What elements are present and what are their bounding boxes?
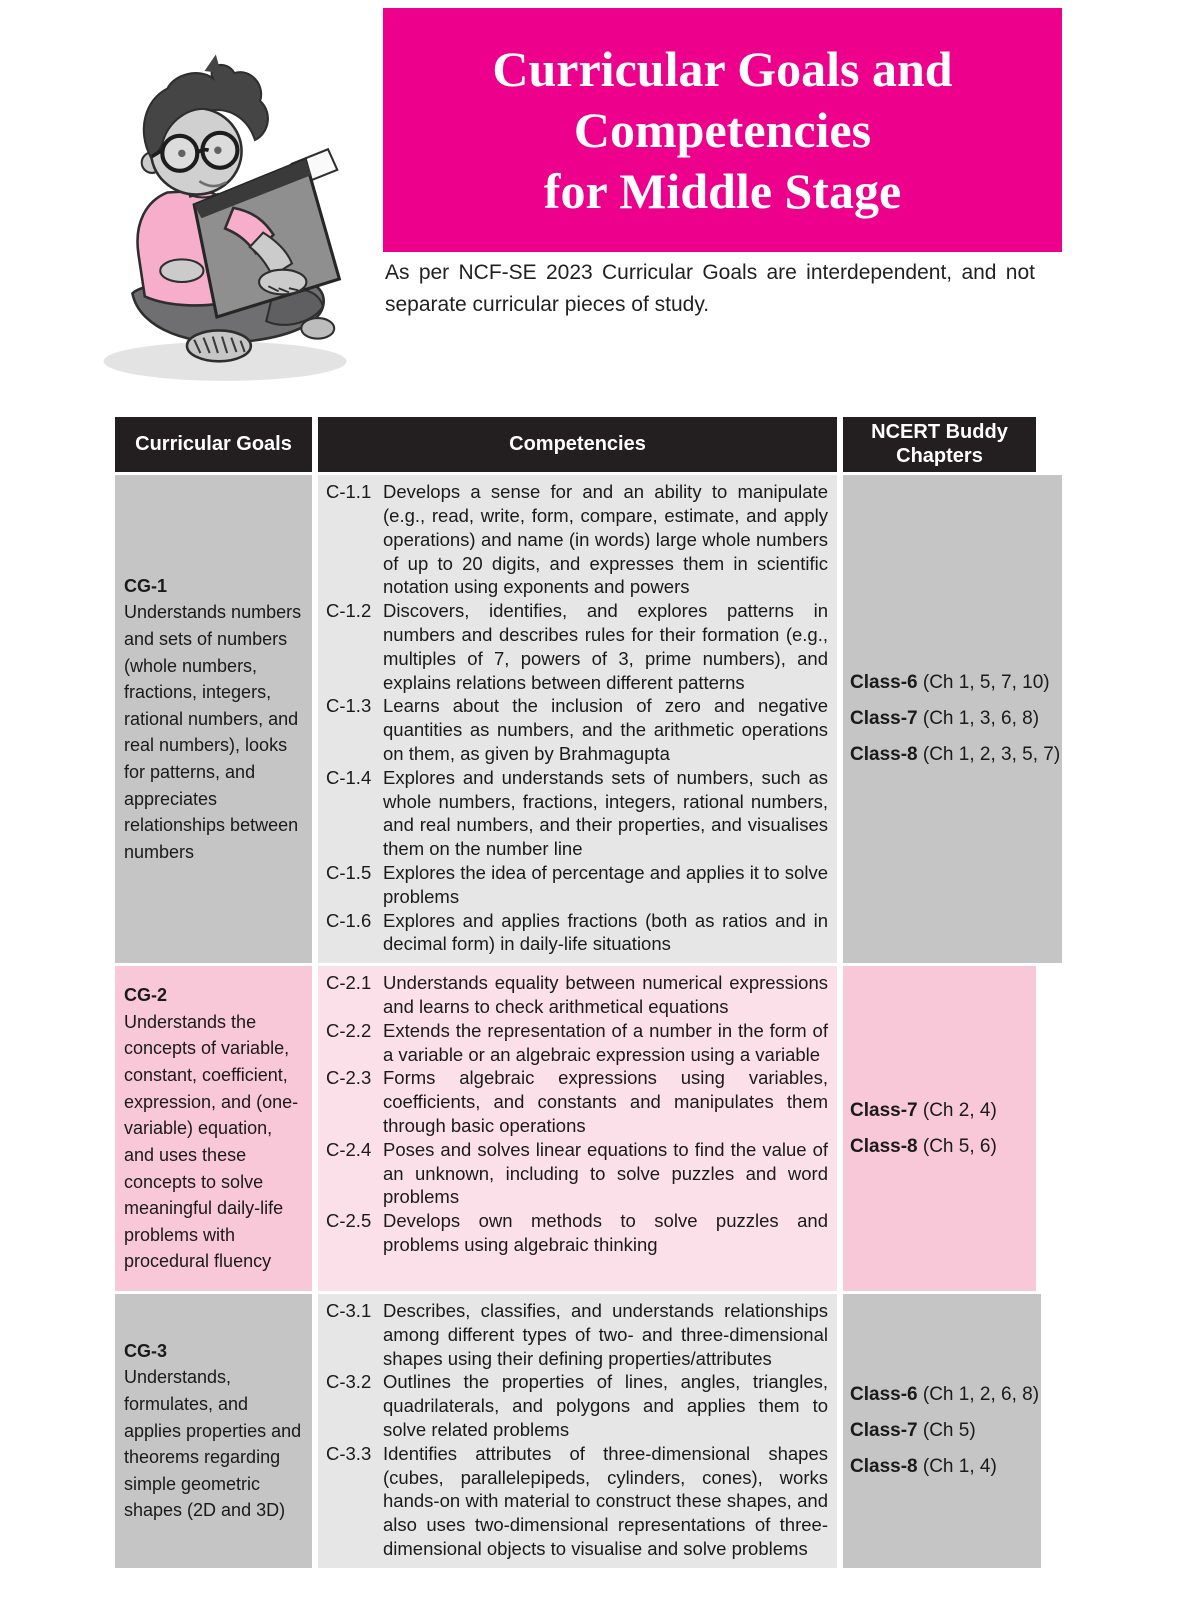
chapter-class-label: Class-7 bbox=[850, 1099, 918, 1121]
competency-code: C-2.2 bbox=[326, 1019, 372, 1041]
header-ncert-buddy-chapters: NCERT Buddy Chapters bbox=[843, 417, 1036, 472]
chapter-numbers: (Ch 1, 2, 6, 8) bbox=[917, 1383, 1040, 1405]
goal-cell bbox=[115, 475, 312, 963]
competency-item bbox=[326, 1019, 828, 1067]
chapter-numbers: (Ch 5) bbox=[917, 1419, 976, 1441]
table-body bbox=[115, 475, 1061, 1568]
chapter-line bbox=[850, 1420, 1039, 1442]
competency-code: C-1.2 bbox=[326, 600, 372, 622]
competency-text: Explores the idea of percentage and applies it to solve problems bbox=[383, 861, 828, 907]
chapter-line bbox=[850, 1100, 1034, 1122]
competency-item bbox=[326, 909, 828, 957]
competency-item bbox=[326, 1209, 828, 1257]
table-row bbox=[115, 1294, 1040, 1568]
chapter-numbers: (Ch 1, 3, 6, 8) bbox=[917, 708, 1040, 730]
chapters-cell bbox=[843, 1294, 1041, 1568]
competency-text: Outlines the properties of lines, angles, triangles, quadrilaterals, and polygons and applies them to solve related problems bbox=[383, 1371, 828, 1440]
chapter-class-label: Class-8 bbox=[850, 1455, 918, 1477]
chapter-line bbox=[850, 744, 1060, 766]
competency-text: Forms algebraic expressions using variables, coefficients, and constants and manipulates them through basic operations bbox=[383, 1067, 828, 1136]
competency-code: C-1.3 bbox=[326, 695, 372, 717]
competency-text: Understands equality between numerical expressions and learns to check arithmetical equations bbox=[383, 972, 828, 1017]
competency-text: Extends the representation of a number in the form of a variable or an algebraic expression using a variable bbox=[383, 1019, 828, 1065]
chapter-line bbox=[850, 672, 1060, 694]
goal-cell bbox=[115, 966, 312, 1291]
child-reading-svg bbox=[52, 36, 392, 386]
competency-item bbox=[326, 861, 828, 909]
chapter-numbers: (Ch 2, 4) bbox=[917, 1099, 997, 1121]
competency-text: Learns about the inclusion of zero and negative quantities as numbers, and the arithmetic operations on them, as given by Brahmagupta bbox=[383, 695, 828, 764]
competency-item bbox=[326, 971, 828, 1019]
goal-id: CG-2 bbox=[124, 985, 168, 1006]
chapter-class-label: Class-8 bbox=[850, 744, 918, 766]
competency-item bbox=[326, 1299, 828, 1370]
chapter-class-label: Class-7 bbox=[850, 708, 918, 730]
page-title-line-2: Competencies bbox=[573, 101, 872, 158]
competency-text: Explores and understands sets of numbers, such as whole numbers, fractions, integers, rational numbers, and real numbers, and their properties, and visualises them on the number line bbox=[383, 766, 828, 860]
competencies-cell bbox=[318, 1294, 837, 1568]
page-title-line-3: for Middle Stage bbox=[543, 162, 902, 219]
intro-text: As per NCF-SE 2023 Curricular Goals are interdependent, and not separate curricular pieces of study. bbox=[385, 261, 1035, 316]
competency-code: C-3.1 bbox=[326, 1300, 372, 1321]
chapter-class-label: Class-8 bbox=[850, 1135, 918, 1157]
competency-code: C-3.3 bbox=[326, 1442, 372, 1464]
chapters-cell bbox=[843, 475, 1062, 963]
competency-code: C-1.1 bbox=[326, 481, 372, 503]
chapter-line bbox=[850, 1456, 1039, 1478]
page-title bbox=[492, 39, 952, 222]
competency-item bbox=[326, 766, 828, 861]
competency-code: C-1.6 bbox=[326, 909, 372, 931]
competency-code: C-2.1 bbox=[326, 972, 372, 994]
competency-text: Explores and applies fractions (both as ratios and in decimal form) in daily-life situations bbox=[383, 909, 828, 955]
competency-item bbox=[326, 694, 828, 765]
table-row bbox=[115, 475, 1061, 963]
chapters-cell bbox=[843, 966, 1036, 1291]
competency-text: Describes, classifies, and understands relationships among different types of two- and three-dimensional shapes using their defining properties/attributes bbox=[383, 1300, 828, 1369]
table-row bbox=[115, 966, 1036, 1291]
competency-item bbox=[326, 1370, 828, 1441]
child-reading-illustration bbox=[52, 36, 392, 386]
competency-code: C-2.4 bbox=[326, 1138, 372, 1160]
chapter-numbers: (Ch 5, 6) bbox=[917, 1135, 997, 1157]
competency-text: Identifies attributes of three-dimensional shapes (cubes, parallelepipeds, cylinders, cones), works hands-on with material to construct these shapes, and also uses two-dimensional representations of three-dimensional objects to visualise and solve problems bbox=[383, 1442, 828, 1559]
chapter-numbers: (Ch 1, 4) bbox=[917, 1455, 997, 1477]
competency-text: Poses and solves linear equations to find the value of an unknown, including to solve puzzles and word problems bbox=[383, 1138, 828, 1208]
glasses-left-lens bbox=[162, 136, 197, 171]
competency-code: C-1.4 bbox=[326, 766, 372, 788]
chapter-class-label: Class-7 bbox=[850, 1419, 918, 1441]
competencies-cell bbox=[318, 966, 837, 1291]
title-banner bbox=[383, 8, 1062, 252]
chapter-class-label: Class-6 bbox=[850, 672, 918, 694]
competency-item bbox=[326, 480, 828, 599]
chapter-line bbox=[850, 708, 1060, 730]
hair-tuft bbox=[205, 55, 221, 74]
competency-item bbox=[326, 599, 828, 694]
goal-id: CG-3 bbox=[124, 1340, 168, 1361]
competency-code: C-2.3 bbox=[326, 1067, 372, 1089]
left-hand bbox=[160, 259, 203, 282]
competency-code: C-2.5 bbox=[326, 1210, 372, 1232]
second-shoe bbox=[301, 318, 334, 339]
competency-text: Develops a sense for and an ability to manipulate (e.g., read, write, form, compare, estimate, and apply operations) and name (in words) large whole numbers of up to 20 digits, and expresses them in scientific notation using exponents and powers bbox=[383, 481, 828, 598]
chapter-class-label: Class-6 bbox=[850, 1383, 918, 1405]
goal-id: CG-1 bbox=[124, 575, 168, 596]
goal-text: Understands the concepts of variable, constant, coefficient, expression, and (one-variable) equation, and uses these concepts to solve meaningful daily-life problems with procedural fluency bbox=[124, 1011, 299, 1272]
goal-cell bbox=[115, 1294, 312, 1568]
chapter-line bbox=[850, 1384, 1039, 1406]
goal-text: Understands, formulates, and applies properties and theorems regarding simple geometric shapes (2D and 3D) bbox=[124, 1367, 302, 1521]
chapter-numbers: (Ch 1, 5, 7, 10) bbox=[917, 672, 1050, 694]
header-competencies: Competencies bbox=[318, 417, 837, 472]
competency-text: Develops own methods to solve puzzles and problems using algebraic thinking bbox=[383, 1210, 828, 1255]
competency-code: C-3.2 bbox=[326, 1371, 372, 1393]
curricular-goals-table bbox=[115, 417, 1061, 1571]
chapter-numbers: (Ch 1, 2, 3, 5, 7) bbox=[917, 744, 1061, 766]
competency-item bbox=[326, 1442, 828, 1561]
table-header-row bbox=[115, 417, 1036, 472]
goal-text: Understands numbers and sets of numbers (whole numbers, fractions, integers, rational numbers, and real numbers), looks for patterns, and appreciates relationships between numbers bbox=[124, 602, 302, 862]
competencies-cell bbox=[318, 475, 837, 963]
competency-code: C-1.5 bbox=[326, 861, 372, 883]
chapter-line bbox=[850, 1136, 1034, 1158]
competency-item bbox=[326, 1066, 828, 1137]
competency-item bbox=[326, 1138, 828, 1209]
competency-text: Discovers, identifies, and explores patterns in numbers and describes rules for their formation (e.g., multiples of 7, powers of 3, prime numbers), and explains relations between different patterns bbox=[383, 600, 828, 693]
header-curricular-goals: Curricular Goals bbox=[115, 417, 312, 472]
page-title-line-1: Curricular Goals and bbox=[492, 40, 953, 97]
